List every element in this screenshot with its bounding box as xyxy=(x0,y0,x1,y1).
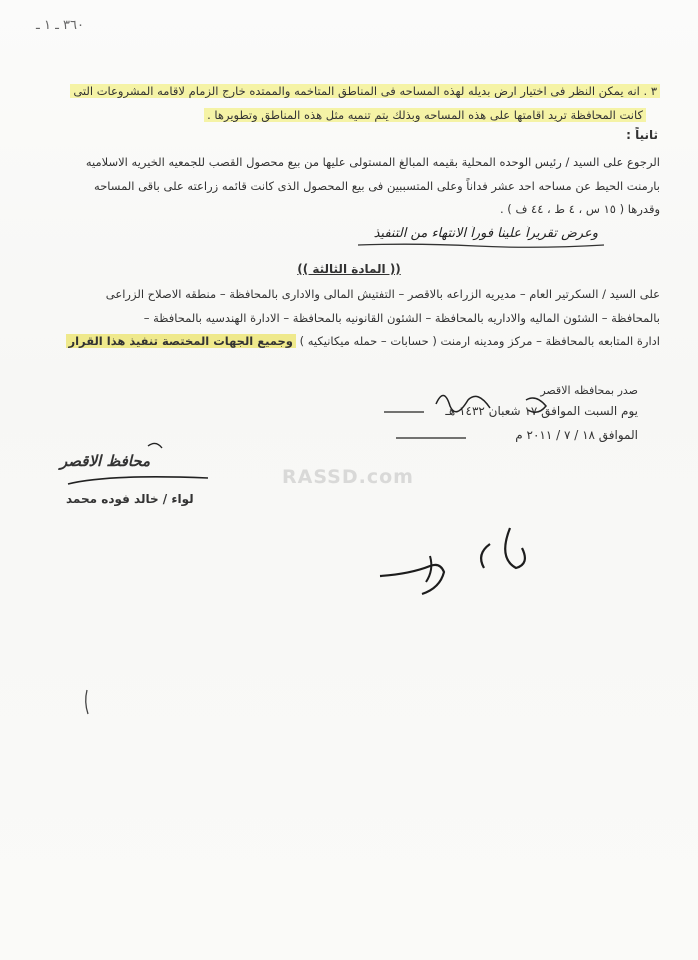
handwritten-date-strokes xyxy=(376,382,576,452)
signature-title: محافظ الاقصر xyxy=(60,452,151,470)
paragraph-second-line-1: الرجوع على السيد / رئيس الوحده المحلية بقيمه المبالغ المستولى عليها من بيع محصول القصب للجمعيه الخيريه الاسلاميه xyxy=(85,155,660,169)
article-three-title xyxy=(0,261,698,277)
article-three-line-3-end: وجميع الجهات المختصة تنفيذ هذا القرار xyxy=(66,334,296,348)
article-three-title-text: (( المادة الثالثة )) xyxy=(297,262,401,276)
paragraph-second-line-3: وقدرها ( ١٥ س ، ٤ ط ، ٤٤ ف ) . xyxy=(500,202,660,216)
signature-name: لواء / خالد فوده محمد xyxy=(66,492,194,506)
stray-mark xyxy=(82,688,92,718)
header-mark: ٣٦٠ ـ ١ ـ xyxy=(36,18,84,33)
paragraph-3-line-1 xyxy=(30,83,660,99)
article-three-line-2: بالمحافظة – الشئون الماليه والاداريه بالمحافظة – الشئون القانونيه بالمحافظة – الادارة الهندسيه بالمحافظة – xyxy=(143,311,660,325)
handwritten-note: وعرض تقريراً علينا فوراً الانتهاء من التنفيذ xyxy=(373,226,598,241)
issuance-line-2: يوم السبت الموافق ١٧ شعبان ١٤٣٢ هـ xyxy=(445,404,638,418)
issuance-line-1: صدر بمحافظه الاقصر xyxy=(540,384,638,397)
governor-signature-stroke xyxy=(48,438,228,518)
article-three-line-1: على السيد / السكرتير العام – مديريه الزراعه بالاقصر – التفتيش المالى والادارى بالمحافظة – منطقه الاصلاح الزراعى xyxy=(105,287,660,301)
paragraph-3-line-2 xyxy=(30,107,646,123)
underline-stroke xyxy=(356,242,606,248)
handwritten-signature xyxy=(360,516,560,616)
highlighted-text: ٣ . انه يمكن النظر فى اختيار ارض بديله لهذه المساحه فى المناطق المتاخمه والممتده خارج الزمام لاقامه المشروعات التى xyxy=(70,84,660,98)
issuance-line-3: الموافق ١٨ / ٧ / ٢٠١١ م xyxy=(515,428,638,442)
paragraph-second-line-2: بارمنت الحيط عن مساحه احد عشر فداناً وعلى المتسببين فى بيع المحصول الذى كانت قائمه زراعته على باقى المساحه xyxy=(94,179,660,193)
second-heading: ثانياً : xyxy=(626,128,658,142)
article-three-line-3 xyxy=(30,333,660,349)
highlighted-text: كانت المحافظة تريد اقامتها على هذه المساحه وبذلك يتم تنميه مثل هذه المناطق وتطويرها . xyxy=(204,108,646,122)
watermark: RASSD.com xyxy=(282,466,414,488)
article-three-line-3-start: ادارة المتابعه بالمحافظة – مركز ومدينه ارمنت ( حسابات – حمله ميكانيكيه ) xyxy=(299,334,660,348)
